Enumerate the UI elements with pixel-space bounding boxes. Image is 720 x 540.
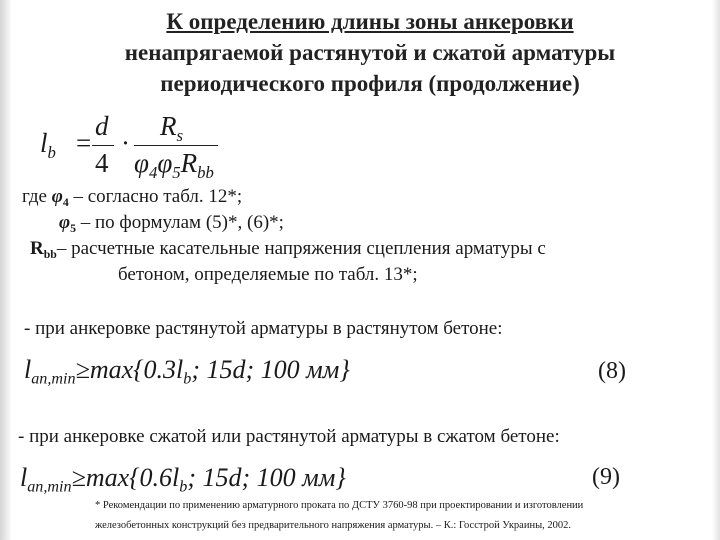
title-line-1: К определению длины зоны анкеровки: [166, 9, 574, 34]
formula-denominator: $\varphi_4\varphi_5R_{bb}$: [134, 148, 214, 182]
case-compression-text: - при анкеровке сжатой или растянутой арматуры в сжатом бетоне:: [18, 426, 560, 447]
def-rbb-continued: бетоном, определяемые по табл. 13*;: [118, 264, 418, 285]
slide-title: [40, 6, 700, 99]
def-rbb: $R_{bb}-$ расчетные касательные напряжения сцепления арматуры с: [30, 238, 546, 262]
formula-8-number: (8): [598, 358, 626, 384]
footnote-line-2: железобетонных конструкций без предварительного напряжения арматуры. – К.: Госстрой Украины, 2002.: [95, 520, 572, 531]
def-phi5: $\varphi_5$ – по формулам (5)*, (6)*;: [59, 212, 284, 236]
slide-right-shadow: [712, 0, 720, 540]
footnote-line-1: * Рекомендации по применению арматурного проката по ДСТУ 3760-98 при проектировании и изготовлении: [95, 500, 584, 511]
formula-dot: ·: [121, 128, 130, 158]
slide-left-shadow: [0, 0, 12, 540]
formula-numerator-d: d: [95, 111, 109, 141]
formula-denominator-4: 4: [95, 148, 109, 178]
formula-9-number: (9): [592, 464, 620, 490]
title-line-3: периодического профиля (продолжение): [160, 71, 580, 96]
def-phi4: где $\varphi_4$ – согласно табл. 12*;: [22, 186, 243, 210]
fraction-bar-2: [134, 145, 218, 146]
formula-lhs: $l_b$: [40, 128, 56, 162]
case-tension-text: - при анкеровке растянутой арматуры в растянутом бетоне:: [24, 318, 503, 339]
formula-9: $l_{an,min}\ge\max\{0.6l_b$; 15d; 100 мм}: [20, 463, 346, 496]
formula-numerator-rs: $R_s$: [160, 111, 184, 145]
fraction-bar-1: [92, 145, 114, 146]
formula-8: $l_{an,min}\ge\max\{0.3l_b$; 15d; 100 мм}: [24, 355, 350, 388]
title-line-2: ненапрягаемой растянутой и сжатой арматуры: [124, 40, 616, 65]
formula-equals: =: [76, 128, 92, 158]
